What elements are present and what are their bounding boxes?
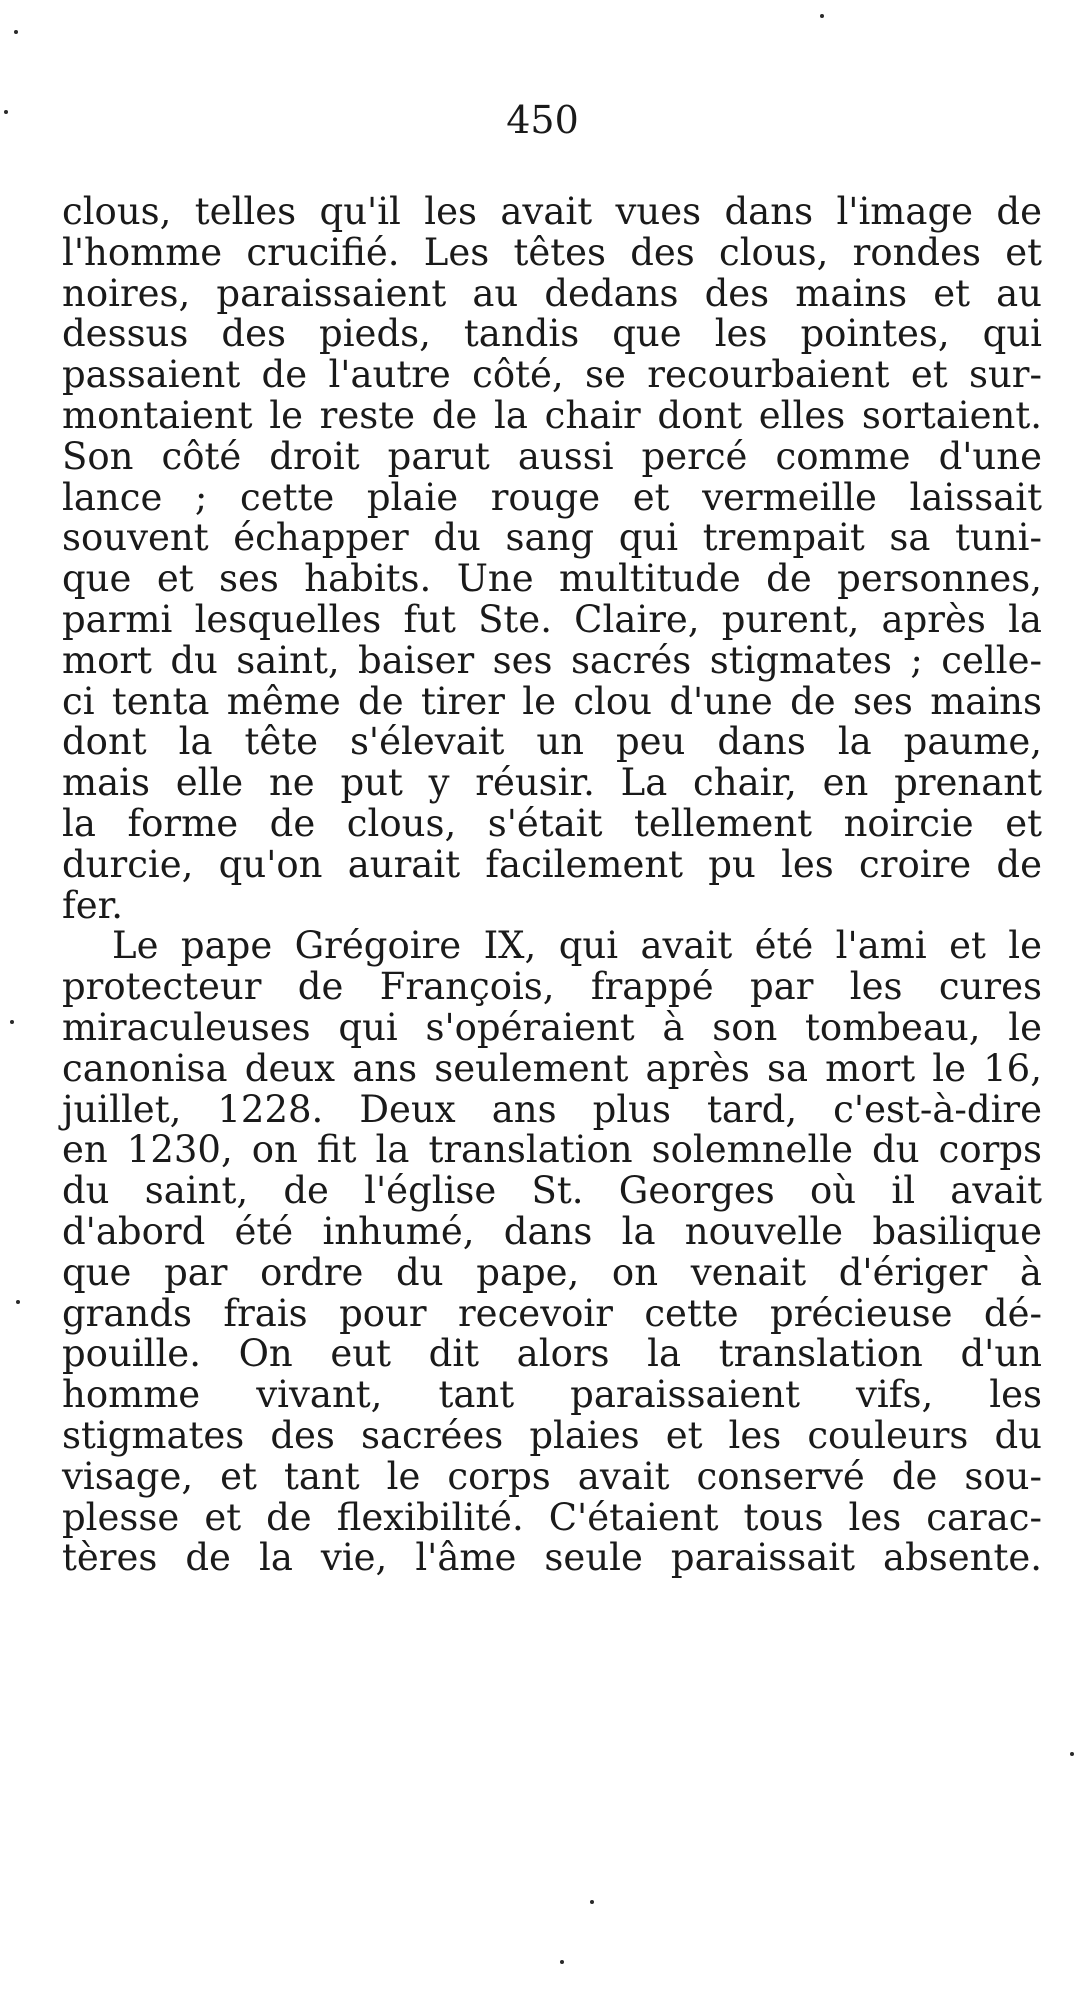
print-speck (14, 30, 18, 34)
text-line: stigmates des sacrées plaies et les couleurs du (62, 1413, 1042, 1457)
text-line: mais elle ne put y réusir. La chair, en prenant (62, 761, 1042, 805)
text-line: visage, et tant le corps avait conservé de sou- (62, 1454, 1042, 1498)
print-speck (16, 1300, 20, 1304)
text-line: fer. (62, 883, 123, 927)
text-line: homme vivant, tant paraissaient vifs, les (62, 1373, 1042, 1417)
text-line: canonisa deux ans seulement après sa mort le 16, (62, 1046, 1042, 1090)
text-line: d'abord été inhumé, dans la nouvelle basilique (62, 1209, 1042, 1253)
print-speck (4, 110, 8, 114)
text-line: passaient de l'autre côté, se recourbaient et sur- (62, 353, 1042, 397)
text-line: mort du saint, baiser ses sacrés stigmates ; celle- (62, 638, 1042, 682)
text-line: clous, telles qu'il les avait vues dans l'image de (62, 190, 1042, 233)
text-line: miraculeuses qui s'opéraient à son tombeau, le (62, 1005, 1042, 1049)
text-line: lance ; cette plaie rouge et vermeille laissait (62, 475, 1042, 519)
text-line: noires, paraissaient au dedans des mains et au (62, 271, 1042, 315)
print-speck (590, 1900, 594, 1904)
text-line: parmi lesquelles fut Ste. Claire, purent, après la (62, 597, 1042, 641)
text-line: que par ordre du pape, on venait d'ériger à (62, 1250, 1042, 1294)
text-line: juillet, 1228. Deux ans plus tard, c'est-à-dire (62, 1087, 1042, 1131)
text-line: souvent échapper du sang qui trempait sa tuni- (62, 516, 1042, 560)
body-text (62, 192, 1042, 1579)
text-line: tères de la vie, l'âme seule paraissait absente. (62, 1536, 1042, 1580)
text-line: Le pape Grégoire IX, qui avait été l'ami et le (112, 924, 1042, 968)
paragraph-1 (62, 192, 1042, 926)
page-number: 450 (506, 98, 579, 142)
print-speck (1070, 1752, 1074, 1756)
text-line: grands frais pour recevoir cette précieuse dé- (62, 1291, 1042, 1335)
text-line: la forme de clous, s'était tellement noircie et (62, 801, 1042, 845)
print-speck (820, 14, 824, 18)
print-speck (10, 1020, 14, 1024)
text-line: dessus des pieds, tandis que les pointes, qui (62, 312, 1042, 356)
paragraph-2 (62, 926, 1042, 1579)
text-line: protecteur de François, frappé par les cures (62, 965, 1042, 1009)
text-line: pouille. On eut dit alors la translation d'un (62, 1332, 1042, 1376)
text-line: en 1230, on fit la translation solemnelle du corps (62, 1128, 1042, 1172)
text-line: du saint, de l'église St. Georges où il avait (62, 1169, 1042, 1213)
text-line: plesse et de flexibilité. C'étaient tous les carac- (62, 1495, 1042, 1539)
text-line: l'homme crucifié. Les têtes des clous, rondes et (62, 230, 1042, 274)
text-line: que et ses habits. Une multitude de personnes, (62, 557, 1042, 601)
text-line: Son côté droit parut aussi percé comme d'une (62, 434, 1042, 478)
print-speck (560, 1960, 564, 1964)
text-line: dont la tête s'élevait un peu dans la paume, (62, 720, 1042, 764)
text-line: montaient le reste de la chair dont elles sortaient. (62, 393, 1042, 437)
text-line: durcie, qu'on aurait facilement pu les croire de (62, 842, 1042, 886)
text-line: ci tenta même de tirer le clou d'une de ses mains (62, 679, 1042, 723)
